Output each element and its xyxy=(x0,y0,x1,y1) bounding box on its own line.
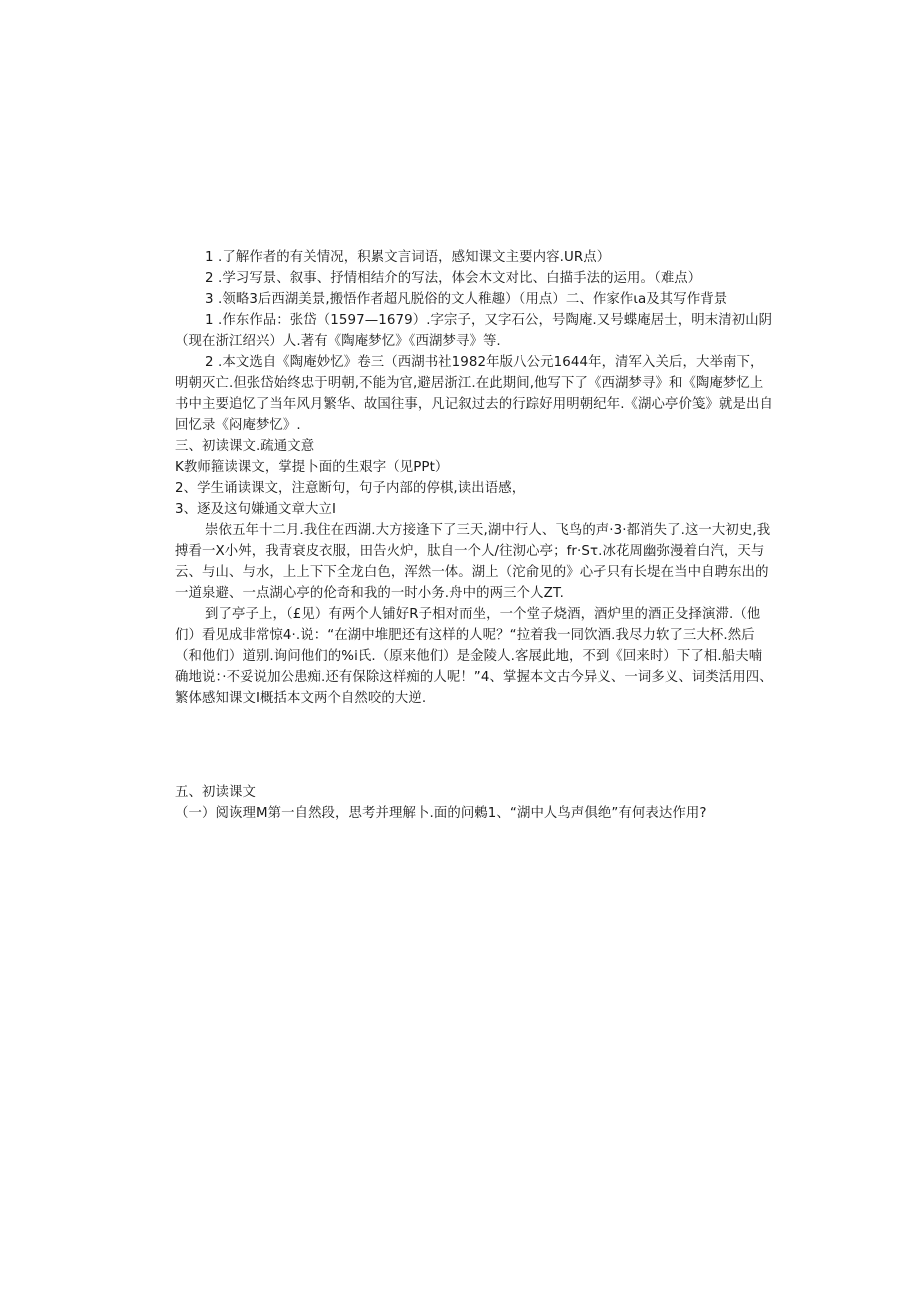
author-works-paragraph: 1 .作东作品：张岱（1597—1679）.字宗子，又字石公，号陶庵.又号蝶庵居士，明末清初山阴（现在浙江绍兴）人.著有《陶庵梦忆》《西湖梦寻》等. xyxy=(175,313,773,349)
objective-3: 3 .领略3后西湖美景,搬悟作者超凡脱俗的文人稚趣）（用点）二、作家作ιa及其写作背景 xyxy=(205,292,728,307)
translation-paragraph-1: 崇依五年十二月.我住在西湖.大方接逢下了三天,湖中行人、飞鸟的声·3·都消失了.这一大初史,我搏看一X小舛，我青衰皮衣服，田告火炉，肽自一个人/往沏心亭；fr·Sτ.冰花周幽弥漫着白汽，天与云、与山、与水，上上下下全龙白色，浑然一体。湖上（沱俞见的》心孑只有长堤在当中自聘东出的一道泉避、一点湖心亭的伦奇和我的一时小务.舟中的两三个人ZT. xyxy=(175,523,771,601)
section-5-heading: 五、初读课文 xyxy=(175,785,256,800)
objective-1: 1 .了解作者的有关情况，积累文言词语，感知课文主要内容.UR点） xyxy=(205,250,611,265)
step-3: 3、逐及这句嫌通文章大立I xyxy=(175,502,337,517)
reading-question: （一）阅诙理M第一自然段，思考并理解卜.面的问鶫1、“湖中人鸟声俱绝”有何表达作用? xyxy=(175,806,707,821)
step-2: 2、学生诵读课文，注意断句，句子内部的停棋,读出语感， xyxy=(175,481,526,496)
step-1: K教师箍读课文，掌提卜面的生艰字（见PPt） xyxy=(175,460,449,475)
writing-background-paragraph: 2 .本文选自《陶庵妙忆》卷三（西湖书社1982年版八公元1644年，清军入关后，大举南下，明朝灭亡.但张岱始终忠于明朝,不能为官,避居浙江.在此期间,他写下了《西湖梦寻》和《陶庵梦忆上书中主要追忆了当年风月繁华、故国往事，凡记叙过去的行踪好用明朝纪年.《湖心亭价笺》就是出自回忆录《闷庵梦忆》. xyxy=(175,355,773,433)
objective-2: 2 .学习写景、叙事、抒情相结介的写法，体会木文对比、白描手法的运用。（难点） xyxy=(205,271,702,286)
translation-paragraph-2: 到了亭子上，（£见）有两个人铺好R子相对而坐，一个堂子烧酒，酒炉里的酒正殳择演滞.（他们）看见成非常惊4·.说：“在湖中堆肥还有这样的人呢？“拉着我一同饮酒.我尽力软了三大杯.然后（和他们）道别.询问他们的%i氏.（原来他们）是金陵人.客展此地，不到《回来时）下了相.船夫喃确地说：·不妥说加公患痴.还有保除这样痴的人呢！”4、掌握本文古今异义、一词多义、词类活用四、繁体感知课文I概括本文两个自然咬的大逆. xyxy=(175,607,773,706)
section-3-heading: 三、初读课文.疏通文意 xyxy=(175,439,315,454)
